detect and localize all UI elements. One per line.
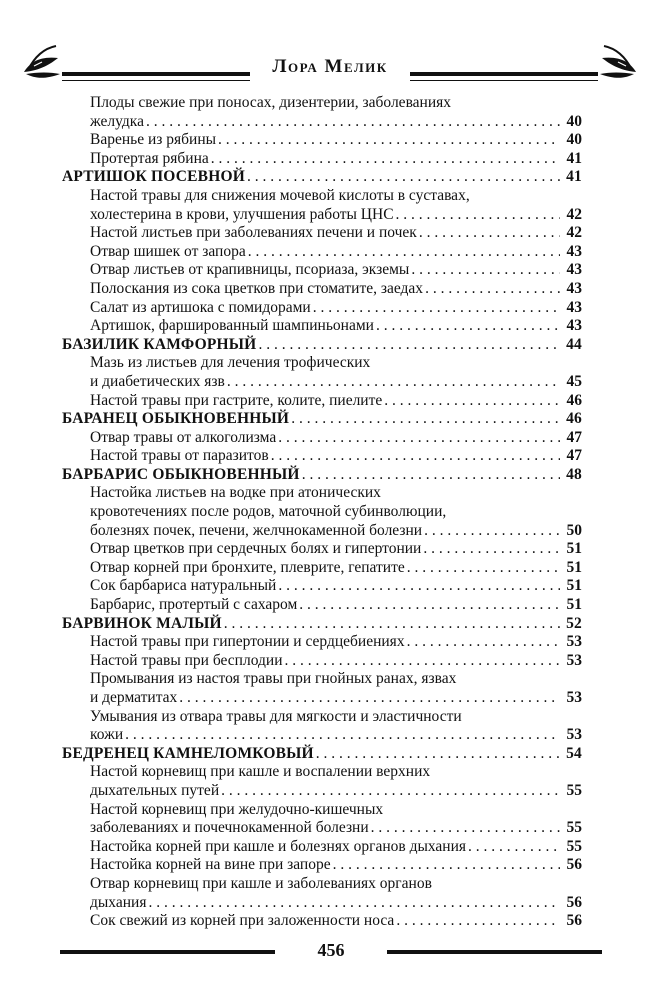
toc-entry <box>62 280 582 299</box>
toc-entry <box>62 224 582 243</box>
toc-entry-title: Барбарис, протертый с сахаром <box>90 596 298 614</box>
dot-leader <box>333 856 560 875</box>
footer-rule-right <box>387 950 602 954</box>
dot-leader <box>146 113 560 132</box>
toc-entry-title: Настой травы при гипертонии и сердцебиениях <box>90 633 405 651</box>
toc-entry-title: БАРАНЕЦ ОБЫКНОВЕННЫЙ <box>62 410 290 428</box>
toc-entry-line <box>62 615 582 634</box>
toc-entry-line <box>90 652 582 671</box>
toc-entry <box>62 633 582 652</box>
toc-entry-title: БАЗИЛИК КАМФОРНЫЙ <box>62 335 257 353</box>
toc-entry-title: Отвар корней при бронхите, плеврите, гепатите <box>90 558 405 576</box>
dot-leader <box>316 745 560 764</box>
toc-entry-line <box>90 373 582 392</box>
dot-leader <box>411 261 560 280</box>
toc-entry-line <box>90 317 582 336</box>
dot-leader <box>423 540 560 559</box>
toc-entry <box>62 150 582 169</box>
toc-page-number: 52 <box>566 614 582 632</box>
toc-entry-line <box>90 354 582 373</box>
toc-entry-line <box>90 484 582 503</box>
dot-leader <box>148 894 560 913</box>
toc-entry-line <box>90 856 582 875</box>
dot-leader <box>384 392 560 411</box>
dot-leader <box>425 280 560 299</box>
toc-page-number: 43 <box>566 298 582 316</box>
toc-page-number: 54 <box>566 744 582 762</box>
toc-entry-title: Плоды свежие при поносах, дизентерии, заболеваниях <box>90 94 452 111</box>
dot-leader <box>285 652 561 671</box>
dot-leader <box>299 596 560 615</box>
dot-leader <box>376 317 560 336</box>
toc-entry <box>62 299 582 318</box>
toc-section-entry <box>62 410 582 429</box>
toc-entry-title: кожи <box>90 726 124 744</box>
toc-entry-title: Настойка корней при кашле и болезнях органов дыхания <box>90 837 467 855</box>
page-footer <box>60 940 602 970</box>
table-of-contents <box>62 94 582 931</box>
toc-entry-title: Варенье из рябины <box>90 131 217 149</box>
toc-entry-line <box>90 708 582 727</box>
leaf-ornament-icon <box>20 44 64 88</box>
toc-entry <box>62 596 582 615</box>
toc-entry-line <box>90 577 582 596</box>
toc-entry <box>62 94 582 131</box>
toc-page-number: 46 <box>566 391 582 409</box>
toc-entry-title: Настой травы от паразитов <box>90 447 269 465</box>
toc-page-number: 45 <box>566 372 582 390</box>
toc-entry <box>62 540 582 559</box>
toc-entry-line <box>90 894 582 913</box>
toc-entry-title: Протертая рябина <box>90 149 209 167</box>
toc-entry-title: желудка <box>90 112 144 130</box>
toc-entry-title: Отвар шишек от запора <box>90 242 246 260</box>
toc-entry-title: и диабетических язв <box>90 372 225 390</box>
toc-entry-title: кровотечениях после родов, маточной субинволюции, <box>90 503 447 521</box>
dot-leader <box>248 243 560 262</box>
toc-entry <box>62 317 582 336</box>
toc-entry-title: заболеваниях и почечнокаменной болезни <box>90 819 369 837</box>
dot-leader <box>224 615 560 634</box>
toc-entry-line <box>90 875 582 894</box>
toc-entry-title: Полоскания из сока цветков при стоматите, заедах <box>90 279 424 297</box>
toc-page-number: 53 <box>566 651 582 669</box>
toc-entry-title: Отвар корневищ при кашле и заболеваниях органов <box>90 874 432 892</box>
toc-entry <box>62 354 582 391</box>
toc-entry-line <box>62 336 582 355</box>
dot-leader <box>227 373 560 392</box>
toc-entry-title: Настой травы при бесплодии <box>90 651 283 669</box>
toc-section-entry <box>62 336 582 355</box>
toc-entry-line <box>90 150 582 169</box>
toc-entry-line <box>62 745 582 764</box>
toc-page-number: 44 <box>566 335 582 353</box>
toc-entry-title: Артишок, фаршированный шампиньонами <box>90 317 374 335</box>
toc-entry <box>62 708 582 745</box>
toc-entry-title: Настой листьев при заболеваниях печени и почек <box>90 224 417 242</box>
toc-page-number: 43 <box>566 242 582 260</box>
toc-entry <box>62 912 582 931</box>
dot-leader <box>396 912 560 931</box>
dot-leader <box>271 447 560 466</box>
toc-entry <box>62 559 582 578</box>
toc-entry-line <box>90 540 582 559</box>
toc-entry <box>62 652 582 671</box>
toc-page-number: 53 <box>566 689 582 706</box>
leaf-ornament-icon <box>596 44 640 88</box>
toc-entry <box>62 856 582 875</box>
toc-page-number: 51 <box>566 577 582 595</box>
header-rule-right-thin <box>410 80 598 81</box>
toc-entry-line <box>90 280 582 299</box>
toc-page-number: 47 <box>566 447 582 465</box>
dot-leader <box>302 466 560 485</box>
toc-entry-title: Мазь из листьев для лечения трофических <box>90 354 371 372</box>
toc-page-number: 47 <box>566 428 582 446</box>
toc-page-number: 55 <box>566 819 582 837</box>
toc-entry-line <box>90 187 582 206</box>
toc-entry-line <box>90 224 582 243</box>
dot-leader <box>419 224 560 243</box>
toc-page-number: 43 <box>566 261 582 279</box>
toc-entry-title: Сок барбариса натуральный <box>90 577 277 595</box>
dot-leader <box>313 299 560 318</box>
toc-entry-line <box>90 447 582 466</box>
toc-section-entry <box>62 615 582 634</box>
dot-leader <box>278 429 560 448</box>
toc-entry-line <box>90 689 582 708</box>
toc-entry <box>62 875 582 912</box>
toc-entry-line <box>90 522 582 541</box>
toc-entry <box>62 261 582 280</box>
dot-leader <box>278 577 560 596</box>
toc-entry <box>62 577 582 596</box>
toc-page-number: 40 <box>566 131 582 149</box>
toc-entry-line <box>90 782 582 801</box>
header-rule-left-thin <box>62 80 250 81</box>
toc-page-number: 51 <box>566 596 582 614</box>
toc-page-number: 55 <box>566 781 582 799</box>
page-number: 456 <box>317 940 345 960</box>
toc-entry <box>62 392 582 411</box>
toc-entry-line <box>90 559 582 578</box>
toc-section-entry <box>62 168 582 187</box>
toc-entry-title: БЕДРЕНЕЦ КАМНЕЛОМКОВЫЙ <box>62 744 314 762</box>
toc-page-number: 40 <box>566 112 582 130</box>
toc-entry-line <box>90 299 582 318</box>
toc-section-entry <box>62 745 582 764</box>
dot-leader <box>247 168 560 187</box>
dot-leader <box>125 726 560 745</box>
toc-entry-line <box>90 838 582 857</box>
toc-entry-line <box>62 466 582 485</box>
toc-entry-title: и дерматитах <box>90 689 178 706</box>
toc-entry-line <box>90 596 582 615</box>
toc-entry-line <box>90 819 582 838</box>
toc-page-number: 51 <box>566 540 582 558</box>
toc-entry-title: дыхания <box>90 893 147 911</box>
toc-entry <box>62 801 582 838</box>
toc-entry-line <box>90 243 582 262</box>
toc-entry-title: БАРБАРИС ОБЫКНОВЕННЫЙ <box>62 465 300 483</box>
dot-leader <box>371 819 560 838</box>
toc-entry-title: болезнях почек, печени, желчнокаменной болезни <box>90 521 423 539</box>
toc-page-number: 41 <box>566 168 582 186</box>
toc-entry-line <box>90 801 582 820</box>
toc-entry <box>62 243 582 262</box>
toc-page-number: 56 <box>566 856 582 874</box>
toc-page-number: 56 <box>566 912 582 930</box>
running-head-title: Лора Мелик <box>272 56 388 77</box>
toc-entry-title: холестерина в крови, улучшения работы ЦНС <box>90 205 394 223</box>
dot-leader <box>258 336 560 355</box>
toc-entry-title: Умывания из отвара травы для мягкости и эластичности <box>90 707 462 725</box>
toc-entry-title: Настой травы для снижения мочевой кислоты в суставах, <box>90 186 470 204</box>
toc-entry-line <box>90 912 582 931</box>
toc-entry-line <box>90 726 582 745</box>
toc-entry-line <box>90 261 582 280</box>
dot-leader <box>291 410 560 429</box>
toc-entry-line <box>62 410 582 429</box>
toc-page-number: 56 <box>566 893 582 911</box>
dot-leader <box>218 131 560 150</box>
toc-entry-title: Салат из артишока с помидорами <box>90 298 311 316</box>
toc-entry-title: Настойка корней на вине при запоре <box>90 856 331 874</box>
dot-leader <box>407 559 560 578</box>
toc-page-number: 50 <box>566 521 582 539</box>
toc-entry-line <box>90 94 582 113</box>
header-rule-right <box>410 72 598 76</box>
toc-entry-line <box>90 392 582 411</box>
toc-entry <box>62 484 582 540</box>
dot-leader <box>424 522 560 541</box>
toc-page-number: 42 <box>566 205 582 223</box>
dot-leader <box>221 782 560 801</box>
toc-section-entry <box>62 466 582 485</box>
dot-leader <box>179 689 560 708</box>
dot-leader <box>468 838 560 857</box>
toc-entry <box>62 131 582 150</box>
toc-page-number: 53 <box>566 633 582 651</box>
toc-page-number: 46 <box>566 410 582 428</box>
toc-entry-title: Настой корневищ при кашле и воспалении верхних <box>90 763 431 781</box>
toc-entry-line <box>90 206 582 225</box>
toc-page-number: 43 <box>566 279 582 297</box>
toc-entry <box>62 838 582 857</box>
toc-entry-line <box>90 633 582 652</box>
toc-entry-title: Промывания из настоя травы при гнойных ранах, язвах <box>90 670 457 688</box>
toc-entry-title: Настой травы при гастрите, колите, пиелите <box>90 391 383 409</box>
toc-entry <box>62 670 582 707</box>
header-rule-left <box>62 72 250 76</box>
toc-entry-title: Отвар травы от алкоголизма <box>90 428 277 446</box>
toc-entry-title: Настой корневищ при желудочно-кишечных <box>90 800 384 818</box>
toc-entry-title: АРТИШОК ПОСЕВНОЙ <box>62 168 245 186</box>
toc-page-number: 53 <box>566 726 582 744</box>
running-header <box>20 40 640 92</box>
toc-page-number: 42 <box>566 224 582 242</box>
toc-entry-line <box>90 429 582 448</box>
toc-entry-line <box>90 763 582 782</box>
toc-entry-line <box>62 168 582 187</box>
toc-entry <box>62 447 582 466</box>
toc-entry-title: Отвар цветков при сердечных болях и гипертонии <box>90 540 422 558</box>
toc-page-number: 51 <box>566 558 582 576</box>
toc-page-number: 43 <box>566 317 582 335</box>
toc-page-number: 48 <box>566 465 582 483</box>
toc-entry-title: Сок свежий из корней при заложенности носа <box>90 912 395 930</box>
toc-entry <box>62 187 582 224</box>
dot-leader <box>211 150 560 169</box>
toc-entry-title: Настойка листьев на водке при атонических <box>90 484 381 502</box>
toc-entry-line <box>90 670 582 689</box>
toc-entry-title: БАРВИНОК МАЛЫЙ <box>62 614 222 632</box>
dot-leader <box>407 633 560 652</box>
toc-entry-line <box>90 131 582 150</box>
toc-entry-title: Отвар листьев от крапивницы, псориаза, экземы <box>90 261 410 279</box>
dot-leader <box>396 206 560 225</box>
toc-page-number: 55 <box>566 837 582 855</box>
toc-entry <box>62 429 582 448</box>
toc-entry-line <box>90 503 582 522</box>
toc-entry-line <box>90 113 582 132</box>
toc-entry <box>62 763 582 800</box>
toc-page-number: 41 <box>566 149 582 167</box>
toc-entry-title: дыхательных путей <box>90 781 220 799</box>
